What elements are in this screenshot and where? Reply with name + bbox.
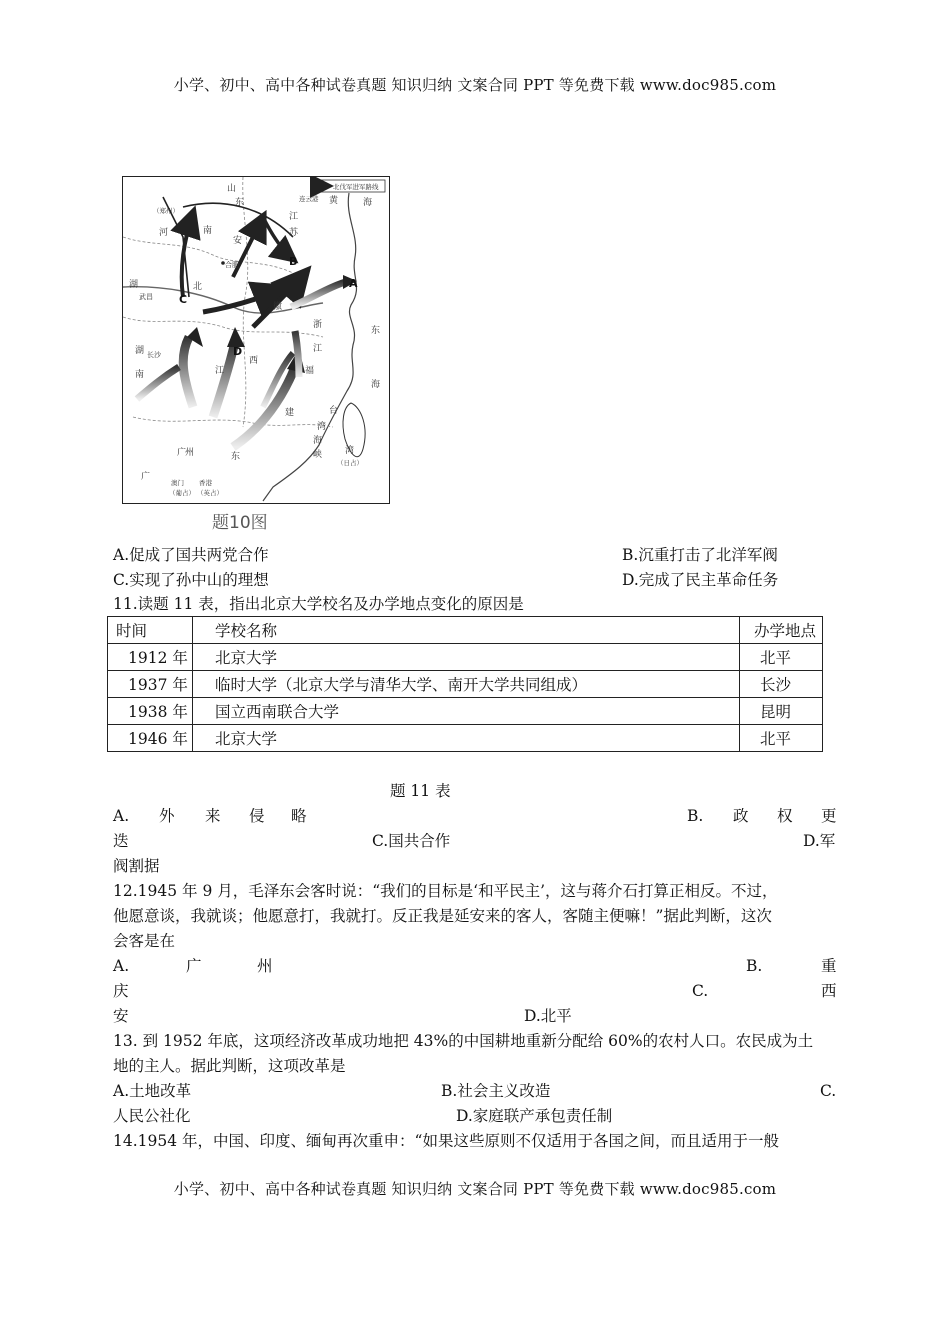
q12-line3: 会客是在 bbox=[113, 932, 176, 950]
table-cell: 长沙 bbox=[740, 671, 823, 698]
svg-text:福: 福 bbox=[305, 366, 315, 376]
q10-option-d: D.完成了民主革命任务 bbox=[622, 571, 779, 589]
q10-option-b: B.沉重打击了北洋军阀 bbox=[622, 546, 778, 564]
map-svg bbox=[123, 177, 389, 503]
table-cell: 1937 年 bbox=[108, 671, 193, 698]
province-border bbox=[133, 417, 333, 427]
svg-text:南: 南 bbox=[203, 226, 213, 236]
page-header: 小学、初中、高中各种试卷真题 知识归纳 文案合同 PPT 等免费下载 www.doc985.com bbox=[173, 76, 777, 94]
svg-text:广: 广 bbox=[141, 472, 151, 482]
svg-text:（郑州）: （郑州） bbox=[153, 207, 179, 215]
q14-line1: 14.1954 年，中国、印度、缅甸再次重申：“如果这些原则不仅适用于各国之间，而且适用于一般 bbox=[113, 1132, 779, 1150]
svg-text:湖: 湖 bbox=[129, 280, 139, 290]
table-cell: 北平 bbox=[740, 644, 823, 671]
svg-text:（日占）: （日占） bbox=[337, 459, 363, 467]
expedition-arrow bbox=[213, 342, 235, 417]
q12-option-d: D.北平 bbox=[524, 1007, 572, 1025]
city-dot-icon bbox=[221, 261, 225, 265]
svg-text:合肥: 合肥 bbox=[225, 261, 239, 269]
expedition-arrow bbox=[183, 337, 193, 407]
svg-text:黄: 黄 bbox=[329, 196, 339, 206]
svg-text:海: 海 bbox=[313, 436, 323, 446]
table-cell: 1946 年 bbox=[108, 725, 193, 752]
table-cell: 1912 年 bbox=[108, 644, 193, 671]
q13-options-line2-left: 人民公社化 bbox=[113, 1107, 191, 1125]
table-cell: 北京大学 bbox=[193, 644, 740, 671]
legend-label: 北伐军进军路线 bbox=[333, 183, 379, 191]
svg-text:安: 安 bbox=[233, 236, 243, 246]
q13-line2: 地的主人。据此判断，这项改革是 bbox=[113, 1057, 346, 1075]
q12-line1: 12.1945 年 9 月，毛泽东会客时说：“我们的目标是‘和平民主’，这与蒋介石打算正相反。不过， bbox=[113, 882, 778, 900]
table-cell: 国立西南联合大学 bbox=[193, 698, 740, 725]
svg-text:广: 广 bbox=[177, 448, 187, 458]
svg-text:东: 东 bbox=[235, 198, 245, 208]
q11-table-caption: 题 11 表 bbox=[390, 782, 451, 800]
svg-text:东: 东 bbox=[231, 452, 241, 462]
svg-text:南: 南 bbox=[135, 370, 145, 380]
table-row bbox=[108, 671, 823, 698]
svg-text:湾: 湾 bbox=[345, 446, 355, 456]
svg-text:东: 东 bbox=[371, 326, 381, 336]
svg-text:浙: 浙 bbox=[313, 320, 323, 330]
svg-text:连云港: 连云港 bbox=[299, 195, 319, 203]
table-cell: 北京大学 bbox=[193, 725, 740, 752]
table-header-cell: 学校名称 bbox=[193, 617, 740, 644]
q10-option-a: A.促成了国共两党合作 bbox=[113, 546, 269, 564]
q11-stem: 11.读题 11 表，指出北京大学校名及办学地点变化的原因是 bbox=[113, 595, 524, 613]
svg-text:江: 江 bbox=[215, 366, 225, 376]
svg-text:武昌: 武昌 bbox=[139, 293, 153, 301]
svg-text:建: 建 bbox=[285, 408, 295, 418]
table-header-cell: 时间 bbox=[108, 617, 193, 644]
expedition-arrow bbox=[253, 273, 305, 327]
svg-text:A: A bbox=[349, 277, 358, 290]
q11-table bbox=[107, 616, 823, 752]
table-row bbox=[108, 644, 823, 671]
svg-text:B: B bbox=[289, 255, 298, 268]
city-dot-icon bbox=[233, 339, 237, 343]
rail-line bbox=[183, 203, 293, 237]
table-header-cell: 办学地点 bbox=[740, 617, 823, 644]
table-cell: 昆明 bbox=[740, 698, 823, 725]
table-cell: 1938 年 bbox=[108, 698, 193, 725]
svg-text:河: 河 bbox=[159, 228, 169, 238]
svg-text:江: 江 bbox=[289, 212, 299, 222]
northern-expedition-map bbox=[122, 176, 390, 504]
q10-option-c: C.实现了孙中山的理想 bbox=[113, 571, 269, 589]
q13-line1: 13. 到 1952 年底，这项经济改革成功地把 43%的中国耕地重新分配给 60%的农村人口。农民成为土 bbox=[113, 1032, 814, 1050]
q12-line2: 他愿意谈，我就谈；他愿意打，我就打。反正我是延安来的客人，客随主便嘛！”据此判断，这次 bbox=[113, 907, 772, 925]
svg-text:西: 西 bbox=[249, 356, 259, 366]
q11-options-line3: 阀割据 bbox=[113, 857, 160, 875]
svg-text:（英占）: （英占） bbox=[197, 489, 223, 497]
svg-text:（葡占）: （葡占） bbox=[169, 489, 195, 497]
svg-text:州: 州 bbox=[185, 448, 195, 458]
map-caption: 题10图 bbox=[212, 513, 268, 533]
svg-text:湖: 湖 bbox=[135, 346, 145, 356]
table-cell: 临时大学（北京大学与清华大学、南开大学共同组成） bbox=[193, 671, 740, 698]
svg-text:徽: 徽 bbox=[273, 302, 283, 312]
svg-text:台: 台 bbox=[329, 406, 339, 416]
expedition-arrow bbox=[295, 331, 299, 377]
svg-text:海: 海 bbox=[363, 198, 373, 208]
svg-text:长沙: 长沙 bbox=[147, 351, 161, 359]
q12-options-line3-left: 安 bbox=[113, 1007, 129, 1025]
q13-option-d: D.家庭联产承包责任制 bbox=[456, 1107, 613, 1125]
svg-text:北: 北 bbox=[193, 282, 203, 292]
svg-text:江: 江 bbox=[313, 344, 323, 354]
svg-text:湾: 湾 bbox=[317, 422, 327, 432]
table-cell: 北平 bbox=[740, 725, 823, 752]
svg-text:山: 山 bbox=[227, 184, 237, 194]
svg-text:澳门: 澳门 bbox=[171, 479, 184, 487]
page-footer: 小学、初中、高中各种试卷真题 知识归纳 文案合同 PPT 等免费下载 www.doc985.com bbox=[173, 1180, 777, 1198]
table-row bbox=[108, 725, 823, 752]
table-header-row bbox=[108, 617, 823, 644]
svg-text:苏: 苏 bbox=[289, 228, 299, 238]
arrow-head-icon bbox=[227, 327, 245, 347]
svg-text:海: 海 bbox=[371, 380, 381, 390]
svg-text:C: C bbox=[179, 293, 188, 306]
province-border bbox=[123, 237, 293, 273]
svg-text:峡: 峡 bbox=[313, 450, 323, 460]
table-row bbox=[108, 698, 823, 725]
svg-text:香港: 香港 bbox=[199, 479, 212, 487]
svg-text:D: D bbox=[233, 345, 243, 358]
